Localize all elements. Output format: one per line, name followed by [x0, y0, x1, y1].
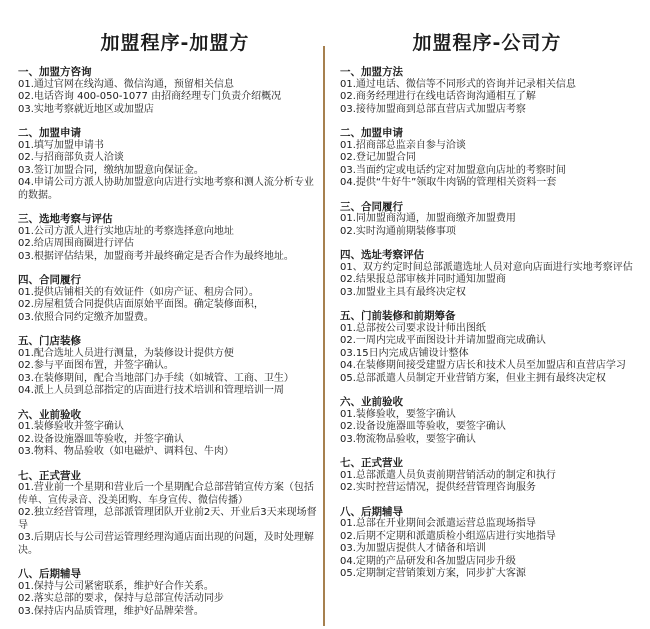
- procedure-section: [18, 335, 318, 398]
- franchisee-title: 加盟程序-加盟方: [100, 32, 250, 54]
- step-item: 03.为加盟店提供人才储备和培训: [340, 543, 486, 554]
- section-heading: 二、加盟申请: [18, 127, 81, 139]
- step-item: 01.装修验收并签字确认: [18, 421, 124, 432]
- section-heading: 五、门前装修和前期筹备: [340, 310, 456, 322]
- step-item: 01.装修验收，要签字确认: [340, 408, 456, 420]
- section-heading: 三、合同履行: [340, 200, 403, 213]
- step-item: 02.与招商部负责人洽谈: [18, 152, 124, 163]
- step-item: 03.物料、物品验收（如电磁炉、调料包、牛肉）: [18, 446, 234, 457]
- company-column: [340, 0, 640, 592]
- step-item: 02.房屋租赁合同提供店面原始平面图。确定装修面积，: [18, 299, 264, 310]
- step-item: 01.通过官网在线沟通、微信沟通，预留相关信息: [18, 78, 234, 90]
- section-heading: 四、合同履行: [18, 274, 81, 286]
- procedure-section: [18, 409, 318, 459]
- section-heading: 一、加盟方法: [340, 66, 403, 78]
- step-item: 02.登记加盟合同: [340, 152, 416, 163]
- procedure-section: [18, 66, 318, 116]
- step-item: 02.设备设施器皿等验收，要签字确认: [340, 421, 506, 432]
- section-heading: 八、后期辅导: [18, 568, 81, 580]
- section-heading: 八、后期辅导: [340, 505, 403, 518]
- step-item: 01.总部按公司要求设计师出图纸: [340, 322, 486, 334]
- section-heading: 七、正式营业: [18, 469, 81, 482]
- section-heading: 二、加盟申请: [340, 127, 403, 139]
- franchisee-sections: [18, 66, 318, 618]
- procedure-section: [340, 66, 640, 116]
- step-item: 02.参与平面图布置，并签字确认。: [18, 360, 174, 371]
- step-item: 04.定期的产品研发和各加盟店同步升级: [340, 555, 516, 567]
- step-item: 03.签订加盟合同，缴纳加盟意向保证金。: [18, 164, 204, 176]
- step-item: 03.保持店内品质管理，维护好品牌荣誉。: [18, 605, 204, 617]
- procedure-section: [18, 213, 318, 263]
- step-item: 02.商务经理进行在线电话咨询沟通相互了解: [340, 91, 536, 102]
- section-heading: 五、门店装修: [18, 335, 81, 347]
- step-item: 01.保持与公司紧密联系，维护好合作关系。: [18, 580, 214, 592]
- step-item: 01.招商部总监亲自参与洽谈: [340, 139, 466, 151]
- step-item: 03.后期店长与公司营运管理经理沟通店面出现的问题，及时处理解决。: [18, 532, 314, 556]
- step-item: 05.总部派遣人员制定开业营销方案，但业主拥有最终决定权: [340, 372, 606, 384]
- step-item: 03.实地考察就近地区或加盟店: [18, 103, 154, 115]
- step-item: 02.给店周围商圈进行评估: [18, 238, 134, 249]
- company-sections: [340, 66, 640, 581]
- procedure-section: [340, 201, 640, 239]
- step-item: 03.接待加盟商到总部直营店式加盟店考察: [340, 103, 526, 115]
- step-item: 01.营业前一个星期和营业后一个星期配合总部营销宣传方案（包括传单、宣传录音、没美团购、车身宣传、微信传播）: [18, 482, 314, 506]
- company-title: 加盟程序-公司方: [412, 32, 562, 54]
- step-item: 01.配合选址人员进行测量，为装修设计提供方便: [18, 347, 234, 359]
- step-item: 02.一周内完成平面图设计并请加盟商完成确认: [340, 335, 546, 346]
- franchisee-column: [18, 0, 318, 629]
- step-item: 01.填写加盟申请书: [18, 139, 104, 151]
- section-heading: 四、选址考察评估: [340, 249, 424, 261]
- step-item: 02.落实总部的要求，保持与总部宣传活动同步: [18, 593, 224, 604]
- step-item: 04.派上人员到总部指定的店面进行技术培训和管理培训一周: [18, 385, 284, 396]
- procedure-section: [18, 568, 318, 618]
- step-item: 01.总部派遣人员负责前期营销活动的制定和执行: [340, 469, 556, 481]
- step-item: 03.依照合同约定缴齐加盟费。: [18, 311, 154, 323]
- section-heading: 七、正式营业: [340, 457, 403, 469]
- step-item: 03.加盟业主具有最终决定权: [340, 286, 466, 298]
- procedure-section: [18, 274, 318, 324]
- procedure-section: [18, 470, 318, 558]
- step-item: 02.设备设施器皿等验收，并签字确认: [18, 433, 184, 445]
- procedure-section: [340, 506, 640, 581]
- step-item: 02.实时控营运情况，提供经营管理咨询服务: [340, 482, 536, 493]
- procedure-section: [340, 310, 640, 385]
- procedure-section: [340, 396, 640, 446]
- step-item: 02.实时沟通前期装修事项: [340, 225, 456, 237]
- step-item: 05.定期制定营销策划方案，同步扩大客源: [340, 568, 526, 579]
- step-item: 01.总部在开业期间会派遣运营总监现场指导: [340, 518, 536, 529]
- procedure-section: [340, 457, 640, 495]
- step-item: 02.后期不定期和派遣质检小组巡店进行实地指导: [340, 530, 556, 542]
- column-divider: [323, 46, 325, 626]
- step-item: 03.在装修期间，配合当地部门办手续（如城管、工商、卫生）: [18, 372, 294, 384]
- step-item: 01.公司方派人进行实地店址的考察选择意向地址: [18, 225, 234, 237]
- step-item: 01、双方约定时间总部派遣选址人员对意向店面进行实地考察评估: [340, 261, 633, 273]
- step-item: 03.当面约定或电话约定对加盟意向店址的考察时间: [340, 164, 566, 176]
- procedure-section: [18, 127, 318, 202]
- procedure-section: [340, 249, 640, 299]
- step-item: 04.在装修期间接受建盟方店长和技术人员至加盟店和直营店学习: [340, 360, 626, 371]
- step-item: 02.结果报总部审核并同时通知加盟商: [340, 274, 506, 285]
- section-heading: 六、业前验收: [340, 396, 403, 408]
- step-item: 03.根据评估结果，加盟商考并最终确定是否合作为最终地址。: [18, 250, 294, 262]
- step-item: 01.同加盟商沟通，加盟商缴齐加盟费用: [340, 213, 516, 224]
- step-item: 01.提供店铺相关的有效证件（如房产证、租房合同）。: [18, 286, 259, 298]
- step-item: 03.物流物品验收，要签字确认: [340, 433, 476, 445]
- step-item: 04.申请公司方派人协助加盟意向店进行实地考察和测人流分析专业的数据。: [18, 177, 314, 201]
- step-item: 03.15日内完成店铺设计整体: [340, 347, 469, 359]
- step-item: 01.通过电话、微信等不同形式的咨询并记录相关信息: [340, 78, 576, 90]
- section-heading: 三、选地考察与评估: [18, 213, 113, 225]
- step-item: 04.提供“牛好牛”领取牛肉锅的管理相关资料一套: [340, 177, 557, 188]
- section-heading: 六、业前验收: [18, 408, 81, 421]
- section-heading: 一、加盟方咨询: [18, 66, 92, 78]
- step-item: 02.电话咨询 400-050-1077 由招商经理专门负责介绍概况: [18, 91, 282, 102]
- step-item: 02.独立经营管理，总部派管理团队开业前2天、开业后3天来现场督导: [18, 507, 317, 531]
- procedure-section: [340, 127, 640, 190]
